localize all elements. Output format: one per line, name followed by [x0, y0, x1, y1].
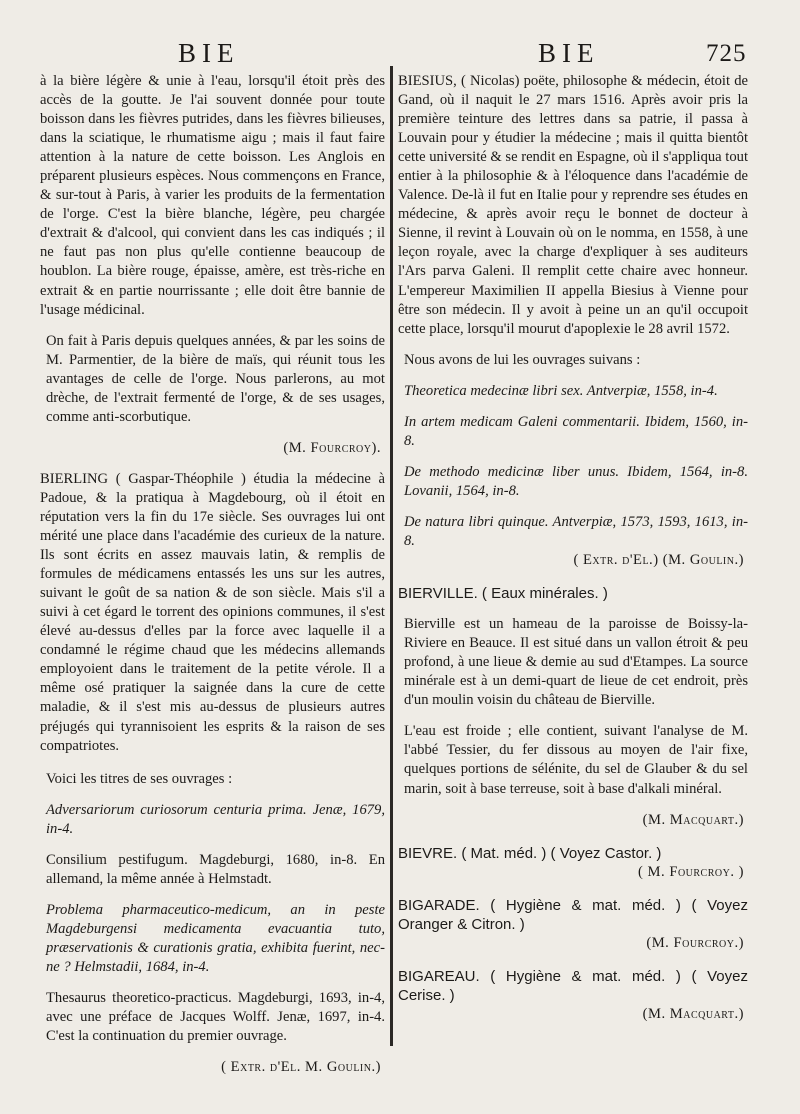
bibliography-item: De methodo medicinæ liber unus. Ibidem, 1564, in-8. Lovanii, 1564, in-8. — [404, 463, 748, 499]
column-rule — [390, 66, 393, 1046]
running-head-left: BIE — [178, 38, 240, 68]
paragraph: Bierville est un hameau de la paroisse de Boissy-la-Riviere en Beauce. Il est situé dans un vallon étroit & peu profond, à une lieue & demie au sud d'Etampes. La source minérale est à un demi-quart de lieue de cet endroit, près d'un moulin voisin du château de Bierville. — [404, 616, 748, 709]
signature: (M. Macquart.) — [642, 811, 744, 828]
entry-bievre: BIEVRE. ( Mat. méd. ) ( Voyez Castor. ) — [398, 844, 662, 862]
paragraph: Nous avons de lui les ouvrages suivans : — [404, 351, 641, 368]
paragraph: On fait à Paris depuis quelques années, & par les soins de M. Parmentier, de la bière de maïs, qui réunit tous les avantages de celle de l'orge. Nous parlerons, au mot drèche, de l'extrait fermenté de l'orge, & de ses usages, comme anti-scorbutique. — [46, 332, 385, 425]
signature: (M. Fourcroy.) — [646, 934, 744, 951]
entry-bigarade: BIGARADE. ( Hygiène & mat. méd. ) ( Voyez Oranger & Citron. ) — [398, 896, 748, 933]
paragraph: Voici les titres de ses ouvrages : — [46, 770, 233, 787]
paragraph: L'eau est froide ; elle contient, suivant l'analyse de M. l'abbé Tessier, du fer dissous au moyen de l'air fixe, quelques portions de sélénite, du sel de Glauber & du sel marin, soit à base terreuse, soit à base d'alkali minéral. — [404, 723, 748, 797]
signature: ( M. Fourcroy. ) — [638, 863, 744, 880]
signature: (M. Macquart.) — [642, 1005, 744, 1022]
bibliography-item: Theoretica medecinæ libri sex. Antverpiæ, 1558, in-4. — [404, 382, 718, 399]
entry-biesius: BIESIUS, ( Nicolas) poëte, philosophe & médecin, étoit de Gand, où il naquit le 27 mars 1516. Après avoir pris la première teinture des lettres dans sa patrie, il passa à Louvain pour y étudier la médecine ; mais il quitta bientôt cette université & se rendit en Espagne, où il s'appliqua tout entier à la philosophie & à l'éloquence dans l'académie de Valence. De-là il fut en Italie pour y reprendre ses études en médecine, & après avoir reçu le bonnet de docteur à Sienne, il revint à Louvain où on le nomma, en 1558, à une leçon royale, avec la charge d'expliquer à ses auditeurs l'Ars parva Galeni. Il remplit cette chaire avec honneur. L'empereur Maximilien II appella Biesius à Vienne pour être son médecin. Il y avoit à peine un an qu'il occupoit cette place, lorsqu'il mourut d'apoplexie le 28 avril 1572. — [398, 73, 748, 337]
bibliography-item: Consilium pestifugum. Magdeburgi, 1680, in-8. En allemand, la même année à Helmstadt. — [46, 851, 385, 887]
signature: ( Extr. d'El.) (M. Goulin.) — [573, 552, 744, 569]
bibliography-item: In artem medicam Galeni commentarii. Ibidem, 1560, in-8. — [404, 413, 748, 449]
left-column — [40, 72, 385, 1077]
bibliography-item: De natura libri quinque. Antverpiæ, 1573, 1593, 1613, in-8. — [404, 513, 748, 549]
bibliography-item: Problema pharmaceutico-medicum, an in peste Magdeburgensi medicamenta evacuantia tuto, præservationis & curationis gratia, exhibita fuerint, nec-ne ? Helmstadii, 1684, in-4. — [46, 901, 385, 975]
paragraph: à la bière légère & unie à l'eau, lorsqu'il étoit près des accès de la goutte. Je l'ai souvent donnée pour toute boisson dans les fièvres putrides, dans les fièvres bilieuses, dans la sciatique, le rhumatisme aigu ; mais il faut faire attention à la nature de cette boisson. Les Anglois en préparent plusieurs espèces. Nous commençons en France, & sur-tout à Paris, à varier les produits de la fermentation de l'orge. C'est la bière blanche, légère, peu chargée d'extrait & d'alcool, qui convient dans les cas indiqués ; il ne faut pas non plus qu'elle contienne beaucoup de houblon. La bière rouge, épaisse, amère, est très-riche en extrait & en partie nourrissante ; elle doit être bannie de l'usage médicinal. — [40, 73, 385, 318]
entry-bierville: BIERVILLE. ( Eaux minérales. ) — [398, 585, 608, 603]
bibliography-item: Adversariorum curiosorum centuria prima. Jenæ, 1679, in-4. — [46, 801, 385, 837]
bibliography-item: Thesaurus theoretico-practicus. Magdeburgi, 1693, in-4, avec une préface de Jacques Wolff. Jenæ, 1697, in-4. C'est la continuation du premier ouvrage. — [46, 990, 385, 1045]
entry-bigareau: BIGAREAU. ( Hygiène & mat. méd. ) ( Voyez Cerise. ) — [398, 967, 748, 1004]
signature: (M. Fourcroy). — [283, 439, 381, 456]
entry-bierling: BIERLING ( Gaspar-Théophile ) étudia la médecine à Padoue, & la pratiqua à Magdebourg, où il étoit en réputation vers la fin du 17e siècle. Ses ouvrages lui ont mérité une place dans l'académie des curieux de la nature. Ils sont écrits en assez mauvais latin, & remplis de formules de médicamens entassés les uns sur les autres, suivant le goût de sa nation & de son siècle. Mais s'il a suivi à cet égard le torrent des opinions communes, il s'est élevé au-dessus d'elles par la force avec laquelle il a condamné le régime chaud que les médecins allemands employoient dans le traitement de la petite vérole. Il a même osé pratiquer la saignée dans la cure de cette maladie, & il s'est mis au-dessus de plusieurs autres préjugés qui tyrannisoient les esprits & la raison de ses compatriotes. — [40, 470, 385, 754]
page-number: 725 — [706, 40, 747, 67]
running-head-right: BIE — [538, 38, 600, 68]
signature: ( Extr. d'El. M. Goulin.) — [221, 1059, 381, 1076]
right-column — [398, 72, 748, 1024]
